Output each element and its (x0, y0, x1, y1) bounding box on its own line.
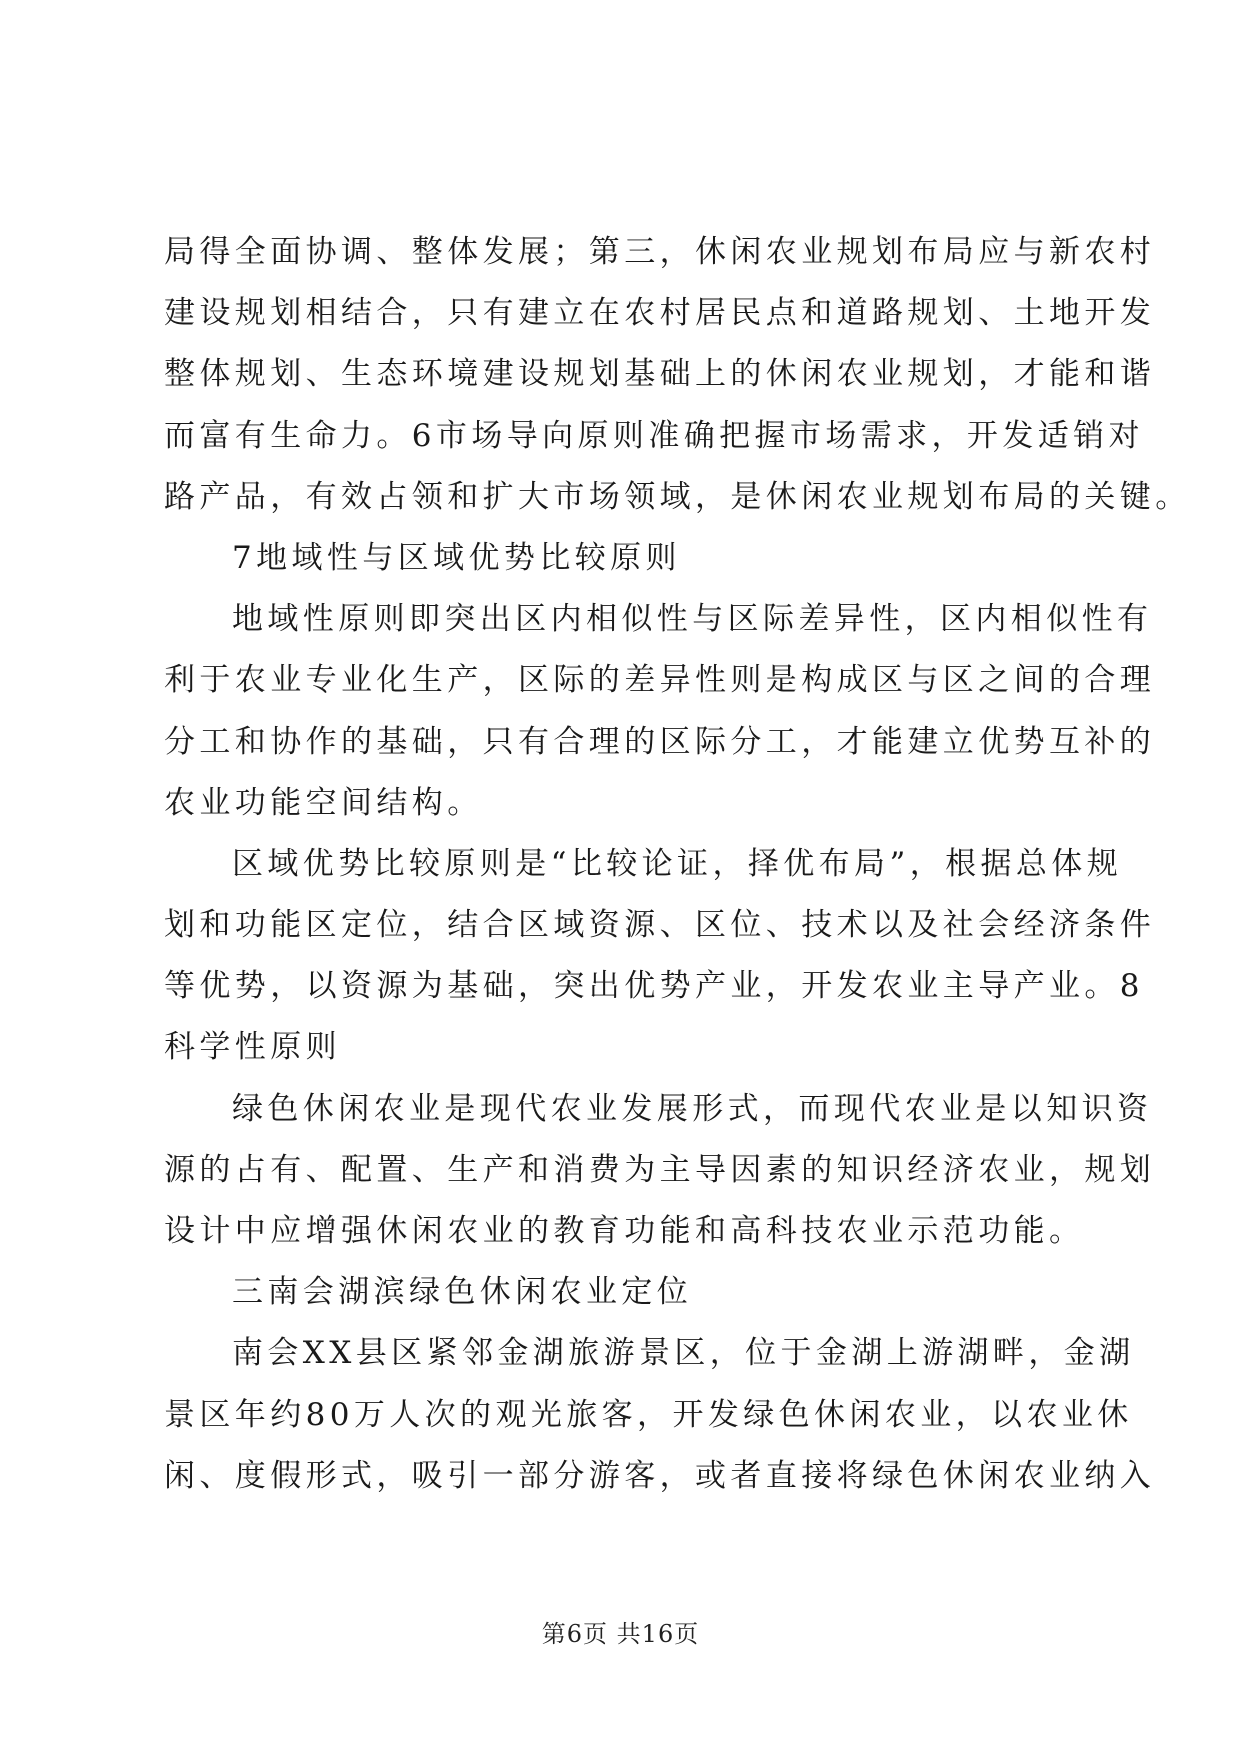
text-line: 局得全面协调、整体发展；第三，休闲农业规划布局应与新农村 (164, 234, 1156, 270)
text-line: 建设规划相结合，只有建立在农村居民点和道路规划、土地开发 (164, 295, 1156, 332)
text-line: 绿色休闲农业是现代农业发展形式，而现代农业是以知识资 (232, 1090, 1153, 1127)
text-line: 等优势，以资源为基础，突出优势产业，开发农业主导产业。8 (164, 968, 1144, 1005)
text-line: 南会XX县区紧邻金湖旅游景区，位于金湖上游湖畔，金湖 (232, 1335, 1135, 1372)
text-line: 农业功能空间结构。 (164, 784, 483, 821)
text-line: 景区年约80万人次的观光旅客，开发绿色休闲农业，以农业休 (164, 1396, 1133, 1433)
section-heading: 7地域性与区域优势比较原则 (232, 539, 681, 576)
text-line: 划和功能区定位，结合区域资源、区位、技术以及社会经济条件 (164, 907, 1156, 944)
section-heading: 三南会湖滨绿色休闲农业定位 (232, 1274, 693, 1311)
text-line: 地域性原则即突出区内相似性与区际差异性，区内相似性有 (232, 601, 1153, 638)
document-body (164, 222, 1191, 1507)
text-line: 分工和协作的基础，只有合理的区际分工，才能建立优势互补的 (164, 723, 1156, 760)
text-line: 科学性原则 (164, 1029, 341, 1066)
text-line: 路产品，有效占领和扩大市场领域，是休闲农业规划布局的关键。 (164, 478, 1191, 515)
text-line: 设计中应增强休闲农业的教育功能和高科技农业示范功能。 (164, 1213, 1085, 1249)
text-line: 闲、度假形式，吸引一部分游客，或者直接将绿色休闲农业纳入 (164, 1457, 1156, 1494)
text-line: 源的占有、配置、生产和消费为主导因素的知识经济农业，规划 (164, 1151, 1156, 1188)
page-number: 第6页 共16页 (541, 1620, 700, 1648)
text-line: 区域优势比较原则是“比较论证，择优布局”，根据总体规 (232, 845, 1123, 882)
text-line: 整体规划、生态环境建设规划基础上的休闲农业规划，才能和谐 (164, 356, 1156, 393)
text-line: 利于农业专业化生产，区际的差异性则是构成区与区之间的合理 (164, 662, 1156, 699)
text-line: 而富有生命力。6市场导向原则准确把握市场需求，开发适销对 (164, 417, 1144, 454)
